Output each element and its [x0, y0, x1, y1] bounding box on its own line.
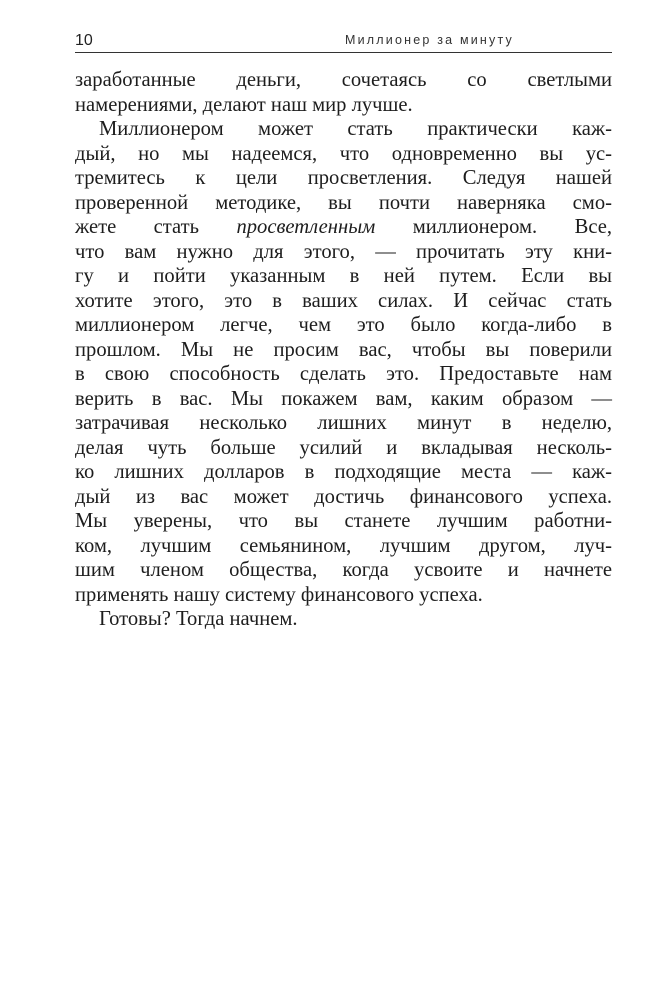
text-line: заработанные деньги, сочетаясь со светлыми	[75, 69, 612, 91]
text-line: Мы уверены, что вы станете лучшим работни-	[75, 510, 612, 532]
header-rule	[75, 52, 612, 53]
page-header	[75, 28, 612, 52]
text-line: в свою способность сделать это. Предоставьте нам	[75, 363, 612, 385]
text-line: хотите этого, это в ваших силах. И сейчас стать	[75, 289, 612, 312]
text-line: проверенной методике, вы почти наверняка смо-	[75, 191, 612, 214]
text-segment: жете стать	[75, 216, 237, 238]
text-line: дый, но мы надеемся, что одновременно вы ус-	[75, 142, 612, 165]
paragraph-2	[75, 117, 612, 607]
text-line: Готовы? Тогда начнем.	[99, 608, 298, 630]
text-line: что вам нужно для этого, — прочитать эту кни-	[75, 240, 612, 263]
text-line: дый из вас может достичь финансового успеха.	[75, 485, 612, 508]
text-line: шим членом общества, когда усвоите и начнете	[75, 559, 612, 581]
paragraph-1	[75, 68, 612, 117]
text-line: ко лишних долларов в подходящие места — каж-	[75, 461, 612, 483]
text-line: верить в вас. Мы покажем вам, каким образом —	[75, 387, 612, 410]
text-line: Миллионером может стать практически каж-	[99, 118, 612, 140]
paragraph-3	[75, 607, 612, 632]
text-line: прошлом. Мы не просим вас, чтобы вы поверили	[75, 338, 612, 361]
text-line: ком, лучшим семьянином, лучшим другом, луч-	[75, 534, 612, 557]
text-line: делая чуть больше усилий и вкладывая несколь-	[75, 436, 612, 459]
text-line: тремитесь к цели просветления. Следуя нашей	[75, 167, 612, 189]
text-line: гу и пойти указанным в ней путем. Если вы	[75, 265, 612, 287]
text-line: миллионером легче, чем это было когда-либо в	[75, 314, 612, 336]
running-title: Миллионер за минуту	[345, 33, 514, 47]
text-line: намерениями, делают наш мир лучше.	[75, 93, 413, 116]
text-line-with-emphasis	[75, 215, 612, 240]
text-line: применять нашу систему финансового успеха.	[75, 583, 483, 606]
page-number: 10	[75, 32, 93, 49]
text-line: затрачивая несколько лишних минут в неделю,	[75, 412, 612, 434]
body-text	[75, 68, 612, 632]
text-segment: миллионером. Все,	[375, 216, 612, 238]
emphasized-word: просветленным	[236, 216, 376, 238]
